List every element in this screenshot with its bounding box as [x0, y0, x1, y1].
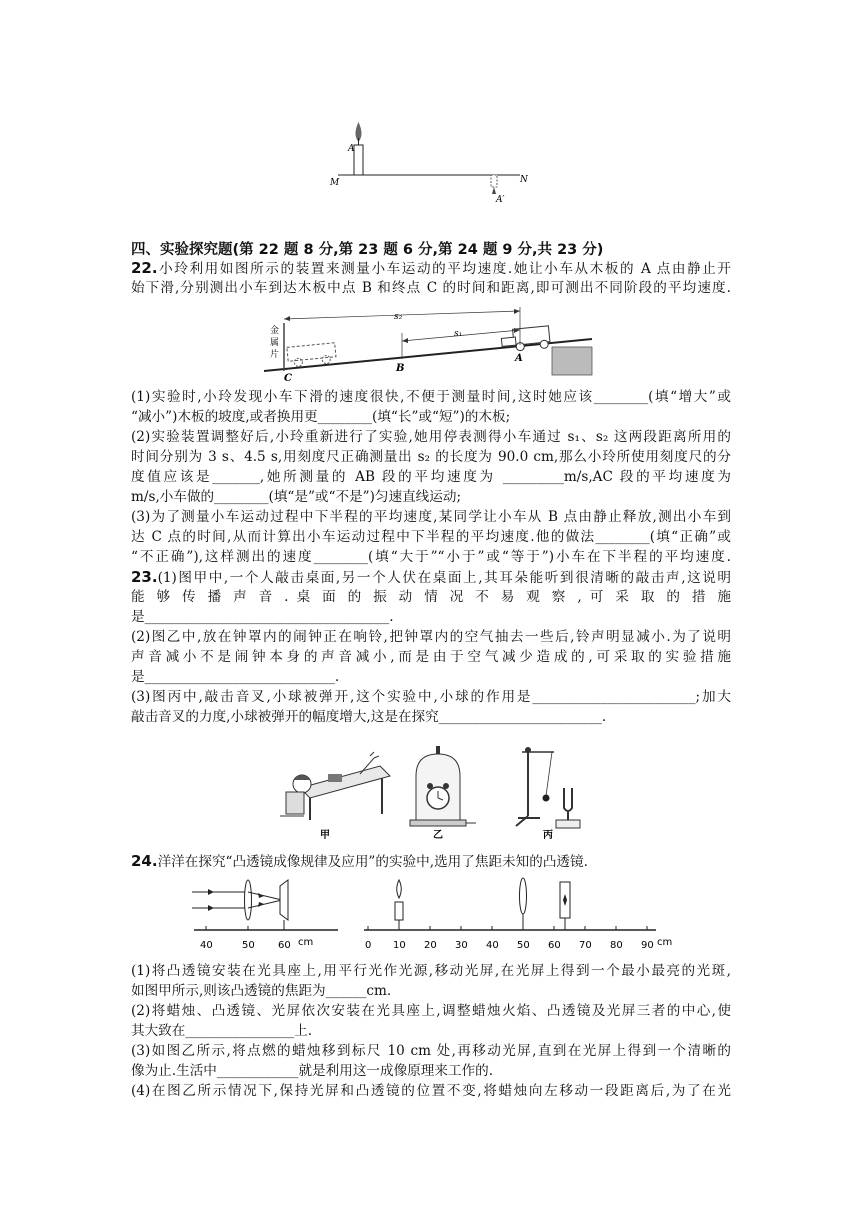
q24-p3-line-2: 像为止.生活中____________就是利用这一成像原理来工作的. [131, 1063, 494, 1079]
tick-r-90: 90 [641, 940, 654, 951]
q24-p2-line-1: (2)将蜡烛、凸透镜、光屏依次安装在光具座上,调整蜡烛火焰、凸透镜及光屏三者的中心,使 [131, 1003, 731, 1019]
q23-p2-line-1: (2)图乙中,放在钟罩内的闹钟正在响铃,把钟罩内的空气抽去一些后,铃声明显减小.为了说明 [131, 629, 731, 645]
tick-r-50: 50 [517, 940, 530, 951]
figure-bing [516, 747, 580, 828]
incline-svg [262, 303, 602, 381]
tick-r-40: 40 [486, 940, 499, 951]
candle-mirror-svg [320, 112, 540, 207]
label-n: N [520, 175, 528, 185]
q24-p1-line-2: 如图甲所示,则该凸透镜的焦距为______cm. [131, 983, 392, 999]
q22-p3-line-3: “不正确”),这样测出的速度________(填“大于”“小于”或“等于”)小车在下半程的平均速度. [131, 549, 731, 565]
unit-cm-right: cm [657, 937, 673, 948]
tick-r-30: 30 [455, 940, 468, 951]
label-a: A [348, 144, 355, 154]
incline-figure [262, 303, 602, 381]
lens-figure-right [358, 874, 678, 954]
q23-p1-line-3: 是____________________________________. [131, 609, 394, 625]
point-c: C [284, 373, 292, 381]
q24-p1-line-1: (1)将凸透镜安装在光具座上,用平行光作光源,移动光屏,在光屏上得到一个最小最亮的光斑, [131, 963, 731, 979]
q22-p2-line-4: m/s,小车做的________(填“是”或“不是”)匀速直线运动; [131, 489, 462, 505]
label-bing: 丙 [543, 830, 553, 841]
label-a-prime: A′ [496, 195, 505, 205]
metal-label-3: 片 [270, 350, 280, 360]
q22-p1-line-1: (1)实验时,小玲发现小车下滑的速度很快,不便于测量时间,这时她应该________(填“增大”或 [131, 389, 731, 405]
q22-p3-line-1: (3)为了测量小车运动过程中下半程的平均速度,某同学让小车从 B 点由静止释放,测出小车到 [131, 509, 731, 525]
q23-number: 23. [131, 568, 158, 586]
q24-intro: 24.洋洋在探究“凸透镜成像规律及应用”的实验中,选用了焦距未知的凸透镜. [131, 852, 588, 870]
q23-p3-line-1: (3)图丙中,敲击音叉,小球被弹开,这个实验中,小球的作用是________________________;加大 [131, 689, 731, 705]
tick-r-20: 20 [424, 940, 437, 951]
label-m: M [330, 178, 340, 188]
lens-right-svg [358, 874, 678, 954]
q22-p1-line-2: “减小”)木板的坡度,或者换用更________(填“长”或“短”)的木板; [131, 409, 511, 425]
q23-p1-line-2: 能 够 传 播 声 音 . 桌 面 的 振 动 情 况 不 易 观 察 , 可 采 取 的 措 施 [131, 589, 731, 605]
label-yi: 乙 [433, 830, 443, 841]
s2-label: s₂ [394, 312, 403, 322]
q24-p4-line-1: (4)在图乙所示情况下,保持光屏和凸透镜的位置不变,将蜡烛向左移动一段距离后,为了在光 [131, 1083, 731, 1099]
tick-50: 50 [242, 940, 255, 951]
tick-r-10: 10 [393, 940, 406, 951]
q23-p3-line-2: 敲击音叉的力度,小球被弹开的幅度增大,这是在探究________________________. [131, 709, 607, 725]
q22-p2-line-1: (2)实验装置调整好后,小玲重新进行了实验,她用停表测得小车通过 s₁、s₂ 这两段距离所用的 [131, 429, 731, 445]
tick-r-60: 60 [548, 940, 561, 951]
tick-40: 40 [200, 940, 213, 951]
tick-r-0: 0 [365, 940, 372, 951]
section-heading: 四、实验探究题(第 22 题 8 分,第 23 题 6 分,第 24 题 9 分,共 23 分) [131, 242, 604, 258]
metal-label-2: 属 [270, 338, 280, 348]
tick-60: 60 [278, 940, 291, 951]
lens-figure-left [188, 874, 348, 954]
tick-r-70: 70 [579, 940, 592, 951]
metal-label-1: 金 [270, 326, 280, 336]
q24-number: 24. [131, 852, 158, 870]
q23-p2-line-3: 是____________________________. [131, 669, 340, 685]
point-b: B [396, 363, 405, 374]
sound-figures-svg [270, 736, 600, 842]
q24-p2-line-2: 其大致在________________上. [131, 1023, 313, 1039]
point-a: A [515, 353, 523, 364]
candle-mirror-figure [320, 112, 540, 207]
figure-jia [280, 752, 390, 820]
q23-p2-line-2: 声音减小不是闹钟本身的声音减小,而是由于空气减少造成的,可采取的实验措施 [131, 649, 731, 665]
q22-intro-line-1: 22.小玲利用如图所示的装置来测量小车运动的平均速度.她让小车从木板的 A 点由静止开 [131, 259, 731, 277]
q22-p2-line-3: 度值应该是_______,她所测量的 AB 段的平均速度为 _________m/s,AC 段的平均速度为 [131, 469, 731, 485]
q22-p3-line-2: 达 C 点的时间,从而计算出小车运动过程中下半程的平均速度.他的做法________(填“正确”或 [131, 529, 731, 545]
sound-figures [270, 736, 600, 842]
q24-p3-line-1: (3)如图乙所示,将点燃的蜡烛移到标尺 10 cm 处,再移动光屏,直到在光屏上得到一个清晰的 [131, 1043, 731, 1059]
tick-r-80: 80 [610, 940, 623, 951]
q22-p2-line-2: 时间分别为 3 s、4.5 s,用刻度尺正确测量出 s₂ 的长度为 90.0 cm,那么小玲所使用刻度尺的分 [131, 449, 731, 465]
q22-intro-line-2: 始下滑,分别测出小车到达木板中点 B 和终点 C 的时间和距离,即可测出不同阶段的平均速度. [131, 280, 731, 296]
figure-yi [410, 746, 476, 826]
q23-p1-line-1: 23.(1)图甲中,一个人敲击桌面,另一个人伏在桌面上,其耳朵能听到很清晰的敲击声,这说明 [131, 568, 731, 586]
lens-left-svg [188, 874, 348, 954]
label-jia: 甲 [320, 830, 330, 841]
q22-number: 22. [131, 259, 158, 277]
unit-cm-left: cm [298, 937, 314, 948]
s1-label: s₁ [454, 329, 463, 339]
